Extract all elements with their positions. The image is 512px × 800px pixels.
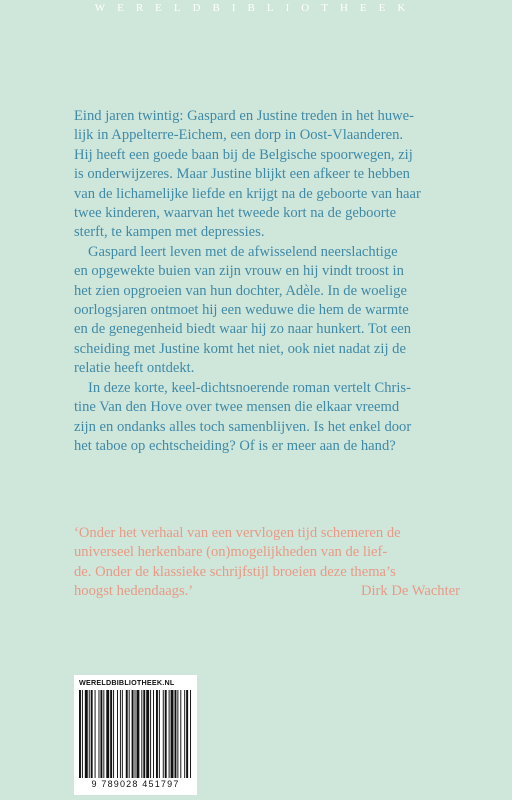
barcode-bar: [120, 690, 121, 778]
barcode-bar: [150, 690, 151, 778]
barcode-bar: [177, 690, 178, 778]
barcode-bar: [98, 690, 99, 778]
blurb-line: het taboe op echtscheiding? Of is er meer aan de hand?: [74, 437, 396, 454]
quote-author: Dirk De Wachter: [360, 583, 460, 600]
barcode-bar: [159, 690, 160, 778]
barcode-bar: [153, 690, 154, 778]
blurb-line: sterft, te kampen met depressies.: [74, 224, 265, 241]
quote-line: de. Onder de klassieke schrijfstijl broeien deze thema’s: [74, 563, 396, 580]
blurb-line: zijn en ondanks alles toch samenblijven. Is het enkel door: [74, 418, 412, 435]
barcode-bar: [126, 690, 128, 778]
barcode-bar: [169, 690, 170, 778]
barcode-bar: [129, 690, 130, 778]
blurb: [74, 107, 456, 456]
barcode-bar: [103, 690, 104, 778]
barcode-bar: [143, 690, 145, 778]
blurb-line: oorlogsjaren ontmoet hij een weduwe die hem de warmte: [74, 302, 409, 319]
quote-line: ‘Onder het verhaal van een vervlogen tijd schemeren de: [74, 525, 401, 541]
blurb-line: Eind jaren twintig: Gaspard en Justine treden in het huwe-: [74, 108, 415, 124]
blurb-line: In deze korte, keel-dichtsnoerende roman vertelt Chris-: [88, 379, 411, 396]
blurb-line: lijk in Appelterre-Eichem, een dorp in Oost-Vlaanderen.: [74, 127, 404, 144]
barcode-bar: [146, 690, 149, 778]
blurb-paragraph-2: [74, 243, 456, 379]
barcode-bar: [156, 690, 158, 778]
quote-line: hoogst hedendaags.’: [74, 583, 194, 600]
blurb-line: tine Van den Hove over twee mensen die elkaar vreemd: [74, 399, 400, 416]
barcode-bar: [117, 690, 118, 778]
blurb-line: twee kinderen, waarvan het tweede kort na de geboorte: [74, 205, 397, 222]
barcode-bar: [110, 690, 112, 778]
review-quote: [74, 524, 468, 602]
isbn-number: 9 789028 451797: [91, 779, 180, 789]
barcode-bar: [132, 690, 134, 778]
blurb-line: en opgewekte buien van zijn vrouw en hij vindt troost in: [74, 263, 404, 280]
barcode-bar: [174, 690, 176, 778]
barcode-bars: [79, 690, 192, 778]
barcode-url: WERELDBIBLIOTHEEK.NL: [79, 678, 175, 687]
barcode-bar: [163, 690, 164, 778]
barcode-bar: [106, 690, 109, 778]
blurb-line: Hij heeft een goede baan bij de Belgische spoorwegen, zij: [74, 146, 413, 163]
barcode-bar: [91, 690, 93, 778]
barcode-bar: [184, 690, 185, 778]
quote-last-line: [74, 582, 468, 601]
barcode-bar: [82, 690, 83, 778]
quote-line: universeel herkenbare (on)mogelijkheden van de lief-: [74, 544, 388, 561]
barcode-bar: [135, 690, 136, 778]
blurb-paragraph-3: [74, 379, 456, 457]
barcode-bar: [122, 690, 123, 778]
barcode: [74, 675, 197, 795]
barcode-bar: [113, 690, 114, 778]
barcode-bar: [89, 690, 90, 778]
barcode-bar: [180, 690, 181, 778]
blurb-line: van de lichamelijke liefde en krijgt na de geboorte van haar: [74, 185, 421, 202]
series-title: WERELDBIBLIOTHEEK: [94, 2, 418, 14]
blurb-line: is onderwijzeres. Maar Justine blijkt een afkeer te hebben: [74, 166, 410, 183]
blurb-line: scheiding met Justine komt het niet, ook niet nadat zij de: [74, 340, 406, 357]
blurb-line: Gaspard leert leven met de afwisselend neerslachtige: [88, 243, 398, 260]
barcode-bar: [95, 690, 96, 778]
blurb-line: relatie heeft ontdekt.: [74, 360, 195, 377]
barcode-bar: [171, 690, 174, 778]
barcode-bar: [79, 690, 81, 778]
blurb-line: het zien opgroeien van hun dochter, Adèle. In de woelige: [74, 282, 407, 299]
blurb-line: en de genegenheid biedt waar hij zo naar hunkert. Tot een: [74, 321, 412, 338]
barcode-bar: [85, 690, 88, 778]
barcode-bar: [186, 690, 188, 778]
blurb-paragraph-1: [74, 107, 456, 243]
barcode-bar: [136, 690, 139, 778]
barcode-bar: [141, 690, 142, 778]
barcode-bar: [100, 690, 102, 778]
barcode-bar: [190, 690, 191, 778]
barcode-bar: [165, 690, 167, 778]
